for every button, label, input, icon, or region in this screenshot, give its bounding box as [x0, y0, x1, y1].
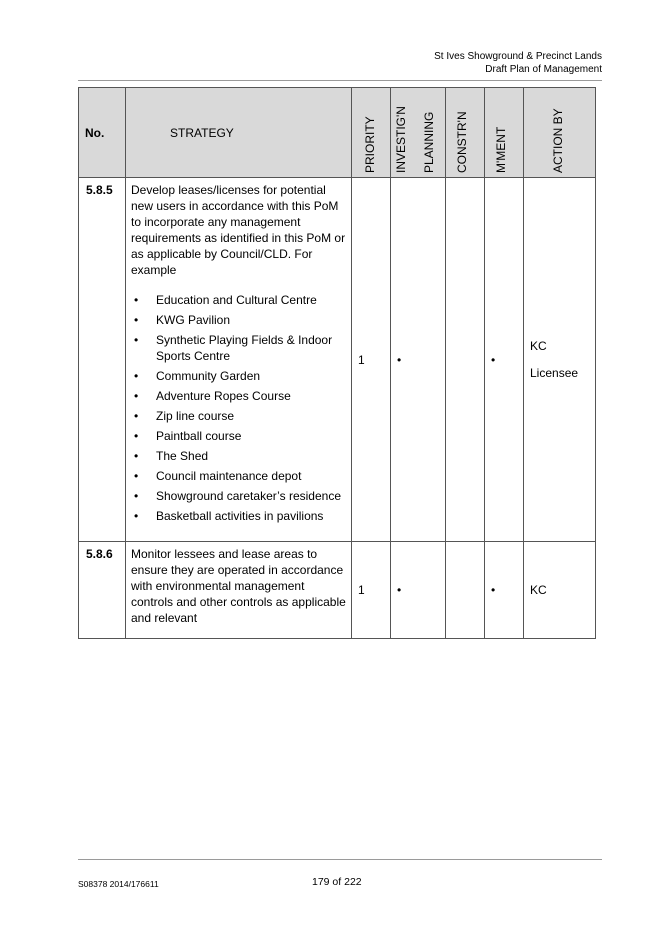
- col-header-management: [485, 88, 524, 178]
- row-action-by: [524, 542, 596, 639]
- strategy-bullet-list: [131, 292, 347, 524]
- col-header-no: No.: [79, 88, 126, 178]
- strategy-text: Monitor lessees and lease areas to ensure they are operated in accordance with environmental management controls and other controls as applicable and relevant: [131, 547, 346, 625]
- header-subtitle: Draft Plan of Management: [485, 64, 602, 75]
- col-header-management-label: M'MENT: [494, 126, 508, 173]
- row-number: 5.8.5: [79, 178, 126, 542]
- action-by-entry: Licensee: [530, 366, 579, 380]
- row-strategy: [126, 178, 352, 542]
- list-item: • Showground caretaker’s residence: [131, 488, 347, 504]
- list-item: • Council maintenance depot: [131, 468, 347, 484]
- row-management-mark: •: [485, 178, 524, 542]
- col-header-construction-label: CONSTR'N: [455, 111, 469, 173]
- action-by-entry: KC: [530, 583, 547, 597]
- list-item: • Education and Cultural Centre: [131, 292, 347, 308]
- col-header-investigation-planning: [391, 88, 446, 178]
- header-title: St Ives Showground & Precinct Lands: [434, 51, 602, 62]
- list-item: • Zip line course: [131, 408, 347, 424]
- col-header-strategy: STRATEGY: [126, 88, 352, 178]
- col-header-construction: [446, 88, 485, 178]
- list-item: • The Shed: [131, 448, 347, 464]
- row-number: 5.8.6: [79, 542, 126, 639]
- footer-divider: [78, 859, 602, 860]
- list-item: • Synthetic Playing Fields & Indoor Sports Centre: [131, 332, 347, 364]
- row-investigation-mark: •: [391, 542, 446, 639]
- row-action-by: [524, 178, 596, 542]
- table-row: [79, 178, 596, 542]
- col-header-action-by: [524, 88, 596, 178]
- strategy-table: [78, 87, 596, 639]
- col-header-investigation-label: INVESTIG'N: [394, 106, 408, 173]
- row-investigation-mark: •: [391, 178, 446, 542]
- page-number: 179 of 222: [312, 876, 362, 888]
- list-item: • Basketball activities in pavilions: [131, 508, 347, 524]
- document-reference: S08378 2014/176611: [78, 879, 159, 889]
- row-construction-mark: [446, 178, 485, 542]
- header-divider: [78, 80, 602, 81]
- table-header-row: [79, 88, 596, 178]
- col-header-priority-label: PRIORITY: [363, 116, 377, 173]
- col-header-action-by-label: ACTION BY: [551, 108, 565, 173]
- action-by-entry: KC: [530, 339, 547, 353]
- list-item: • KWG Pavilion: [131, 312, 347, 328]
- page-header: [434, 50, 602, 76]
- strategy-text: Develop leases/licenses for potential new users in accordance with this PoM to incorporate any management requirements as identified in this PoM or as applicable by Council/CLD. For example: [131, 183, 346, 277]
- col-header-priority: [352, 88, 391, 178]
- row-priority: 1: [352, 178, 391, 542]
- list-item: • Community Garden: [131, 368, 347, 384]
- row-construction-mark: [446, 542, 485, 639]
- row-management-mark: •: [485, 542, 524, 639]
- list-item: • Paintball course: [131, 428, 347, 444]
- list-item: • Adventure Ropes Course: [131, 388, 347, 404]
- row-strategy: [126, 542, 352, 639]
- table-row: [79, 542, 596, 639]
- row-priority: 1: [352, 542, 391, 639]
- col-header-planning-label: PLANNING: [422, 111, 436, 173]
